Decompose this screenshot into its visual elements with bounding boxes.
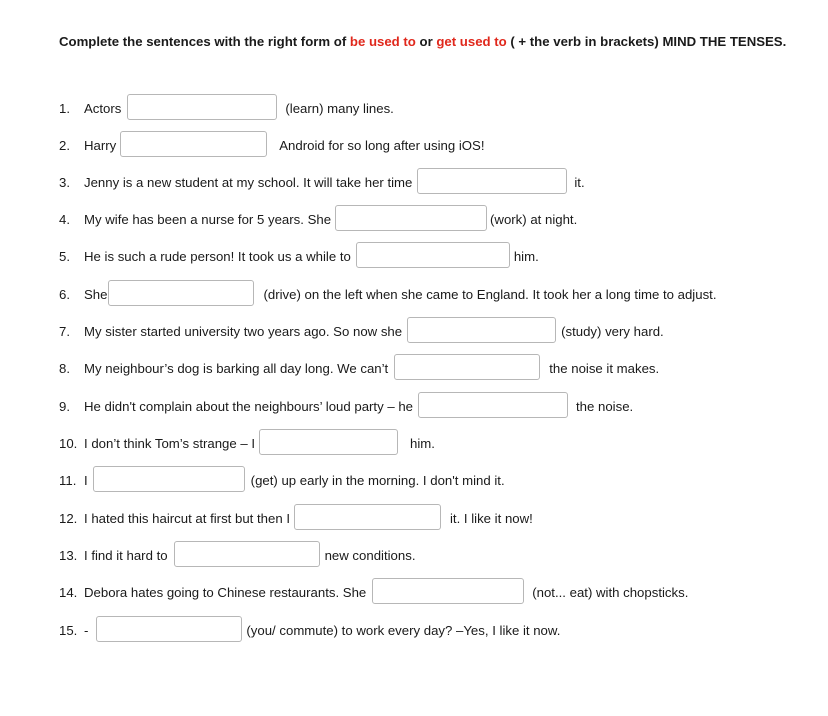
exercise-number: 7.	[59, 323, 70, 339]
sentence-before: He is such a rude person! It took us a while to	[84, 248, 351, 264]
answer-input-11[interactable]	[93, 466, 245, 492]
exercise-4	[59, 205, 577, 233]
exercise-number: 1.	[59, 100, 70, 116]
exercise-number: 5.	[59, 248, 70, 264]
exercise-7	[59, 317, 664, 345]
exercise-3	[59, 168, 585, 196]
exercise-5	[59, 242, 539, 270]
answer-input-8[interactable]	[394, 354, 540, 380]
sentence-after: (drive) on the left when she came to England. It took her a long time to adjust.	[263, 286, 717, 302]
exercise-11	[59, 466, 505, 494]
instruction-or: or	[415, 34, 437, 49]
exercise-number: 10.	[59, 435, 78, 451]
exercise-number: 15.	[59, 622, 78, 638]
answer-input-9[interactable]	[418, 392, 568, 418]
sentence-after: the noise it makes.	[549, 360, 660, 376]
exercise-number: 13.	[59, 547, 78, 563]
sentence-before: My neighbour’s dog is barking all day long. We can’t	[84, 360, 389, 376]
exercise-15	[59, 616, 560, 644]
sentence-after: him.	[513, 248, 539, 264]
exercise-number: 12.	[59, 510, 78, 526]
sentence-after: new conditions.	[324, 547, 416, 563]
sentence-before: My wife has been a nurse for 5 years. She	[84, 211, 332, 227]
instruction-part2: ( + the verb in brackets) MIND THE TENSES.	[506, 34, 787, 49]
answer-input-10[interactable]	[259, 429, 398, 455]
sentence-after: Android for so long after using iOS!	[279, 137, 485, 153]
exercise-8	[59, 354, 659, 382]
exercise-2	[59, 131, 485, 159]
exercise-number: 11.	[59, 472, 77, 488]
exercise-14	[59, 578, 688, 606]
sentence-before: Debora hates going to Chinese restaurants. She	[84, 584, 367, 600]
instruction-part1: Complete the sentences with the right form of	[59, 34, 350, 49]
instructions-heading	[59, 23, 799, 61]
answer-input-7[interactable]	[407, 317, 556, 343]
be-used-to-highlight: be used to	[349, 34, 416, 49]
sentence-before: I	[84, 472, 88, 488]
answer-input-1[interactable]	[127, 94, 277, 120]
answer-input-3[interactable]	[417, 168, 567, 194]
sentence-before: I hated this haircut at first but then I	[84, 510, 290, 526]
sentence-before: Harry	[84, 137, 117, 153]
answer-input-15[interactable]	[96, 616, 242, 642]
sentence-after: (work) at night.	[490, 211, 578, 227]
answer-input-2[interactable]	[120, 131, 267, 157]
sentence-before: He didn't complain about the neighbours’ loud party – he	[84, 398, 414, 414]
exercise-9	[59, 392, 633, 420]
sentence-before: My sister started university two years ago. So now she	[84, 323, 403, 339]
exercise-number: 6.	[59, 286, 70, 302]
exercise-number: 3.	[59, 174, 70, 190]
exercise-number: 8.	[59, 360, 70, 376]
sentence-before: Actors	[84, 100, 122, 116]
sentence-before: Jenny is a new student at my school. It will take her time	[84, 174, 413, 190]
exercise-6	[59, 280, 717, 308]
exercise-number: 2.	[59, 137, 70, 153]
answer-input-4[interactable]	[335, 205, 487, 231]
exercise-1	[59, 94, 394, 122]
sentence-after: (not... eat) with chopsticks.	[532, 584, 689, 600]
sentence-after: him.	[410, 435, 435, 451]
answer-input-5[interactable]	[356, 242, 510, 268]
exercise-13	[59, 541, 415, 569]
sentence-after: (you/ commute) to work every day? –Yes, I like it now.	[246, 622, 561, 638]
answer-input-12[interactable]	[294, 504, 441, 530]
sentence-before: I find it hard to	[84, 547, 168, 563]
sentence-before: She	[84, 286, 108, 302]
sentence-after: it.	[574, 174, 585, 190]
sentence-before: -	[84, 622, 89, 638]
exercise-12	[59, 504, 533, 532]
answer-input-6[interactable]	[108, 280, 254, 306]
sentence-after: (study) very hard.	[561, 323, 664, 339]
sentence-after: it. I like it now!	[449, 510, 533, 526]
answer-input-14[interactable]	[372, 578, 524, 604]
exercise-10	[59, 429, 435, 457]
sentence-after: (learn) many lines.	[285, 100, 394, 116]
sentence-before: I don’t think Tom’s strange – I	[84, 435, 256, 451]
sentence-after: (get) up early in the morning. I don't mind it.	[250, 472, 505, 488]
exercise-number: 14.	[59, 584, 78, 600]
exercise-number: 4.	[59, 211, 70, 227]
exercise-number: 9.	[59, 398, 70, 414]
sentence-after: the noise.	[576, 398, 634, 414]
answer-input-13[interactable]	[174, 541, 320, 567]
get-used-to-highlight: get used to	[436, 34, 507, 49]
